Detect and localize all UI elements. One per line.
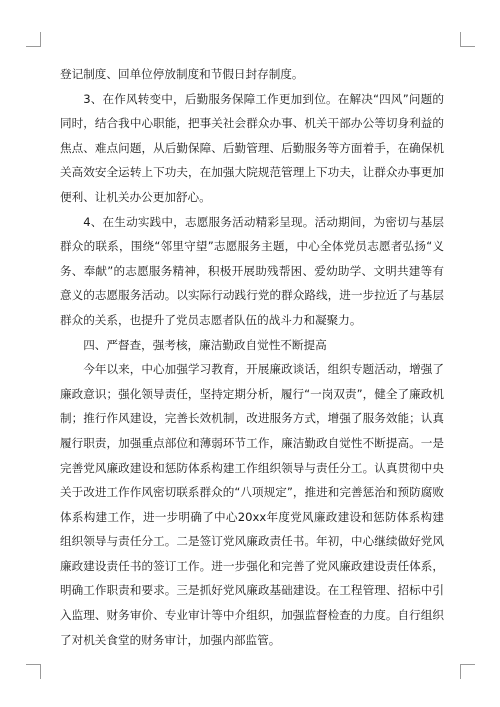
crop-mark-bottom-right [460, 664, 475, 679]
document-body [60, 62, 444, 652]
section-heading: 四、严督查，强考核，廉洁勤政自觉性不断提高 [83, 337, 327, 352]
paragraph-continuation: 登记制度、回单位停放制度和节假日封存制度。 [60, 67, 304, 81]
paragraph-item-3: 3、在作风转变中，后勤服务保障工作更加到位。在解决“四风”问题的同时，结合我中心职能，把事关社会群众办事、机关干部办公等切身利益的焦点、难点问题，从后勤保障、后勤管理、后勤服务等方面着手，在确保机关高效安全运转上下功夫，在加强大院规范管理上下功夫，让群众办事更加便利、让机关办公更加舒心。 [60, 91, 444, 204]
paragraph-item-4: 4、在生动实践中，志愿服务活动精彩呈现。活动期间，为密切与基层群众的联系，围绕“邻里守望”志愿服务主题，中心全体党员志愿者弘扬“义务、奉献”的志愿服务精神，积极开展助残帮困、爱幼助学、文明共建等有意义的志愿服务活动。以实际行动践行党的群众路线，进一步拉近了与基层群众的关系，也提升了党员志愿者队伍的战斗力和凝聚力。 [60, 214, 444, 327]
paragraph-section-body: 今年以来，中心加强学习教育，开展廉政谈话，组织专题活动，增强了廉政意识；强化领导责任，坚持定期分析，履行“一岗双责”，健全了廉政机制；推行作风建设，完善长效机制，改进服务方式，增强了服务效能；认真履行职责，加强重点部位和薄弱环节工作，廉洁勤政自觉性不断提高。一是完善党风廉政建设和惩防体系构建工作组织领导与责任分工。认真贯彻中央关于改进工作作风密切联系群众的“八项规定”，推进和完善惩治和预防腐败体系构建工作，进一步明确了中心20xx年度党风廉政建设和惩防体系构建组织领导与责任分工。二是签订党风廉政责任书。年初，中心继续做好党风廉政建设责任书的签订工作。进一步强化和完善了党风廉政建设责任体系，明确工作职责和要求。三是抓好党风廉政基础建设。在工程管理、招标中引入监理、财务审价、专业审计等中介组织，加强监督检查的力度。自行组织了对机关食堂的财务审计，加强内部监管。 [60, 362, 444, 647]
crop-mark-top-left [26, 32, 41, 47]
crop-mark-top-right [460, 32, 475, 47]
crop-mark-bottom-left [26, 664, 41, 679]
